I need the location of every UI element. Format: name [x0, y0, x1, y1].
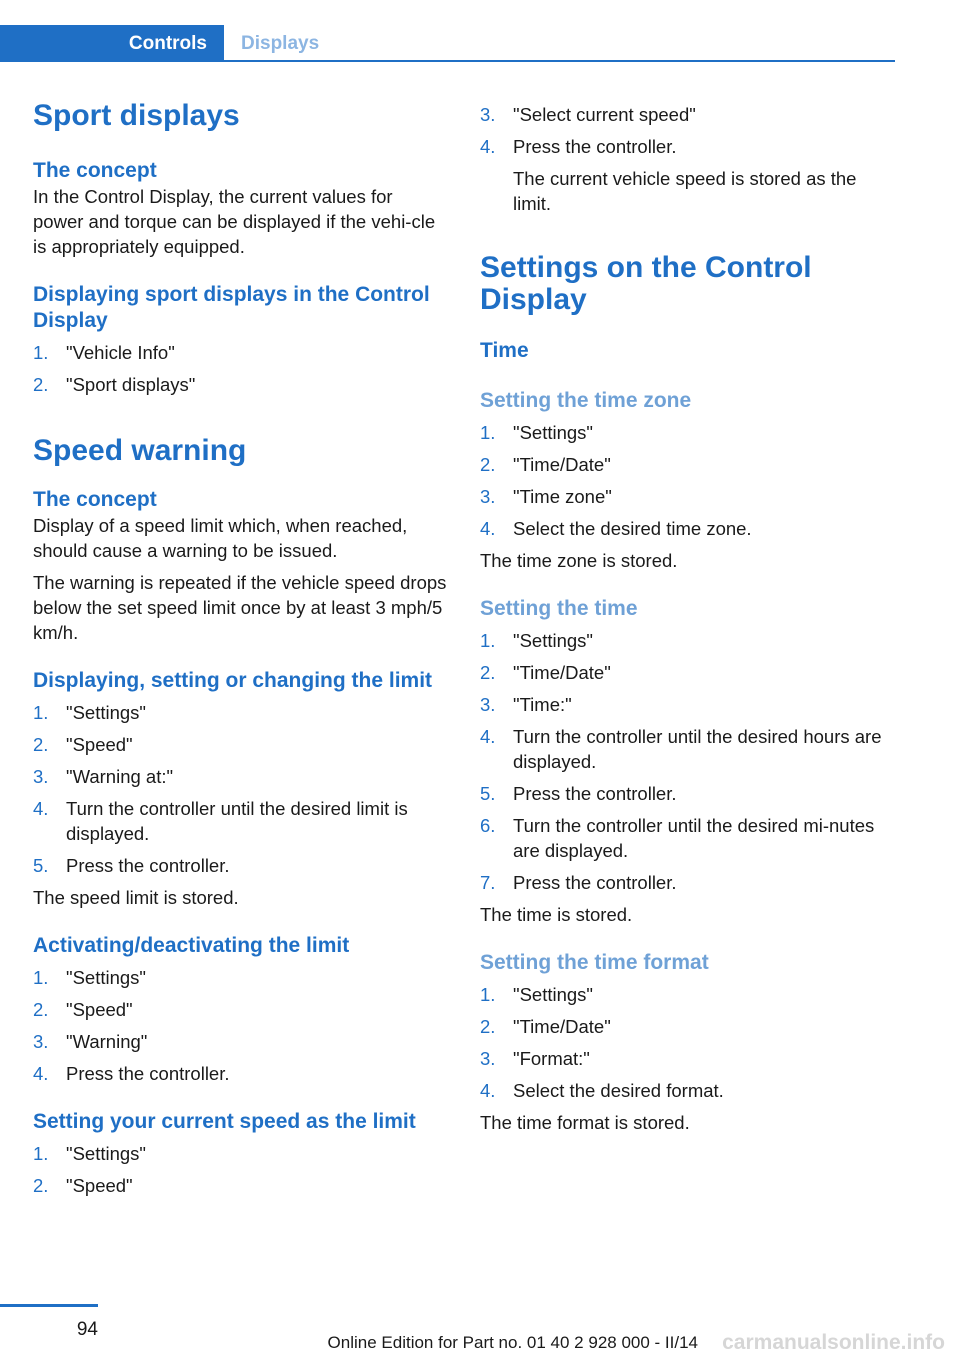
list-item: 2. "Time/Date": [480, 454, 611, 475]
list-item: 1. "Settings": [480, 984, 593, 1005]
speed-concept-text-1: Display of a speed limit which, when reached, should cause a warning to be issued.: [33, 515, 408, 561]
current-speed-steps-continued: [480, 102, 895, 159]
list-item: 5. Press the controller.: [33, 855, 230, 876]
list-item: 4. Press the controller.: [480, 136, 677, 157]
tab-displays[interactable]: Displays: [241, 33, 320, 54]
limit-heading: Displaying, setting or changing the limit: [33, 669, 433, 692]
limit-steps: [33, 700, 448, 878]
list-item: 4. Select the desired format.: [480, 1080, 724, 1101]
list-item: 2. "Sport displays": [33, 374, 196, 395]
limit-stored-text: The speed limit is stored.: [33, 887, 239, 908]
sport-concept-heading: The concept: [33, 159, 157, 182]
current-speed-steps: [33, 1141, 448, 1198]
right-column: [480, 102, 895, 1135]
current-speed-heading: Setting your current speed as the limit: [33, 1110, 416, 1133]
list-item: 2. "Speed": [33, 734, 133, 755]
footer-divider: [0, 1304, 98, 1307]
list-item: 3. "Time zone": [480, 486, 612, 507]
time-set-steps: [480, 628, 895, 895]
time-heading: Time: [480, 339, 529, 362]
list-item: 1. "Settings": [480, 630, 593, 651]
settings-title: Settings on the Control Display: [480, 251, 812, 316]
list-item: 2. "Speed": [33, 999, 133, 1020]
edition-text: Online Edition for Part no. 01 40 2 928 000 - II/14: [327, 1333, 698, 1352]
time-format-stored-text: The time format is stored.: [480, 1112, 690, 1133]
list-item: 4. Turn the controller until the desired limit is displayed.: [33, 798, 408, 844]
list-item: 3. "Format:": [480, 1048, 590, 1069]
time-set-heading: Setting the time: [480, 597, 638, 620]
speed-concept-heading: The concept: [33, 488, 157, 511]
list-item: 7. Press the controller.: [480, 872, 677, 893]
tab-controls[interactable]: Controls: [0, 25, 224, 62]
list-item: 3. "Warning at:": [33, 766, 174, 787]
sport-displays-title: Sport displays: [33, 99, 240, 132]
time-zone-heading: Setting the time zone: [480, 389, 692, 412]
list-item: 4. Select the desired time zone.: [480, 518, 752, 539]
sport-concept-text: In the Control Display, the current values for power and torque can be displayed if the vehi-cle is appropriately equipped.: [33, 186, 436, 257]
time-stored-text: The time is stored.: [480, 904, 633, 925]
list-item: 3. "Warning": [33, 1031, 148, 1052]
list-item: 3. "Select current speed": [480, 104, 696, 125]
watermark: carmanualsonline.info: [722, 1331, 945, 1354]
list-item: 1. "Settings": [33, 967, 146, 988]
list-item: 2. "Time/Date": [480, 1016, 611, 1037]
sport-display-heading: Displaying sport displays in the Control Display: [33, 283, 430, 332]
page-number: 94: [76, 1319, 98, 1340]
activating-heading: Activating/deactivating the limit: [33, 934, 350, 957]
list-item: 5. Press the controller.: [480, 783, 677, 804]
list-item: 3. "Time:": [480, 694, 572, 715]
list-item: 4. Turn the controller until the desired hours are displayed.: [480, 726, 882, 772]
time-format-steps: [480, 982, 895, 1103]
time-format-heading: Setting the time format: [480, 951, 709, 974]
list-item: 6. Turn the controller until the desired mi-nutes are displayed.: [480, 815, 875, 861]
list-item: 2. "Time/Date": [480, 662, 611, 683]
list-item: 4. Press the controller.: [33, 1063, 230, 1084]
current-speed-note: The current vehicle speed is stored as the limit.: [513, 168, 857, 214]
activating-steps: [33, 965, 448, 1086]
time-zone-stored-text: The time zone is stored.: [480, 550, 678, 571]
list-item: 1. "Vehicle Info": [33, 342, 175, 363]
list-item: 1. "Settings": [33, 702, 146, 723]
list-item: 1. "Settings": [480, 422, 593, 443]
speed-concept-text-2: The warning is repeated if the vehicle speed drops below the set speed limit once by at least 3 mph/5 km/h.: [33, 572, 447, 643]
header-tabbar: [0, 25, 895, 62]
speed-warning-title: Speed warning: [33, 434, 247, 467]
left-column: [33, 100, 448, 1205]
list-item: 1. "Settings": [33, 1143, 146, 1164]
sport-display-steps: [33, 340, 448, 397]
list-item: 2. "Speed": [33, 1175, 133, 1196]
time-zone-steps: [480, 420, 895, 541]
